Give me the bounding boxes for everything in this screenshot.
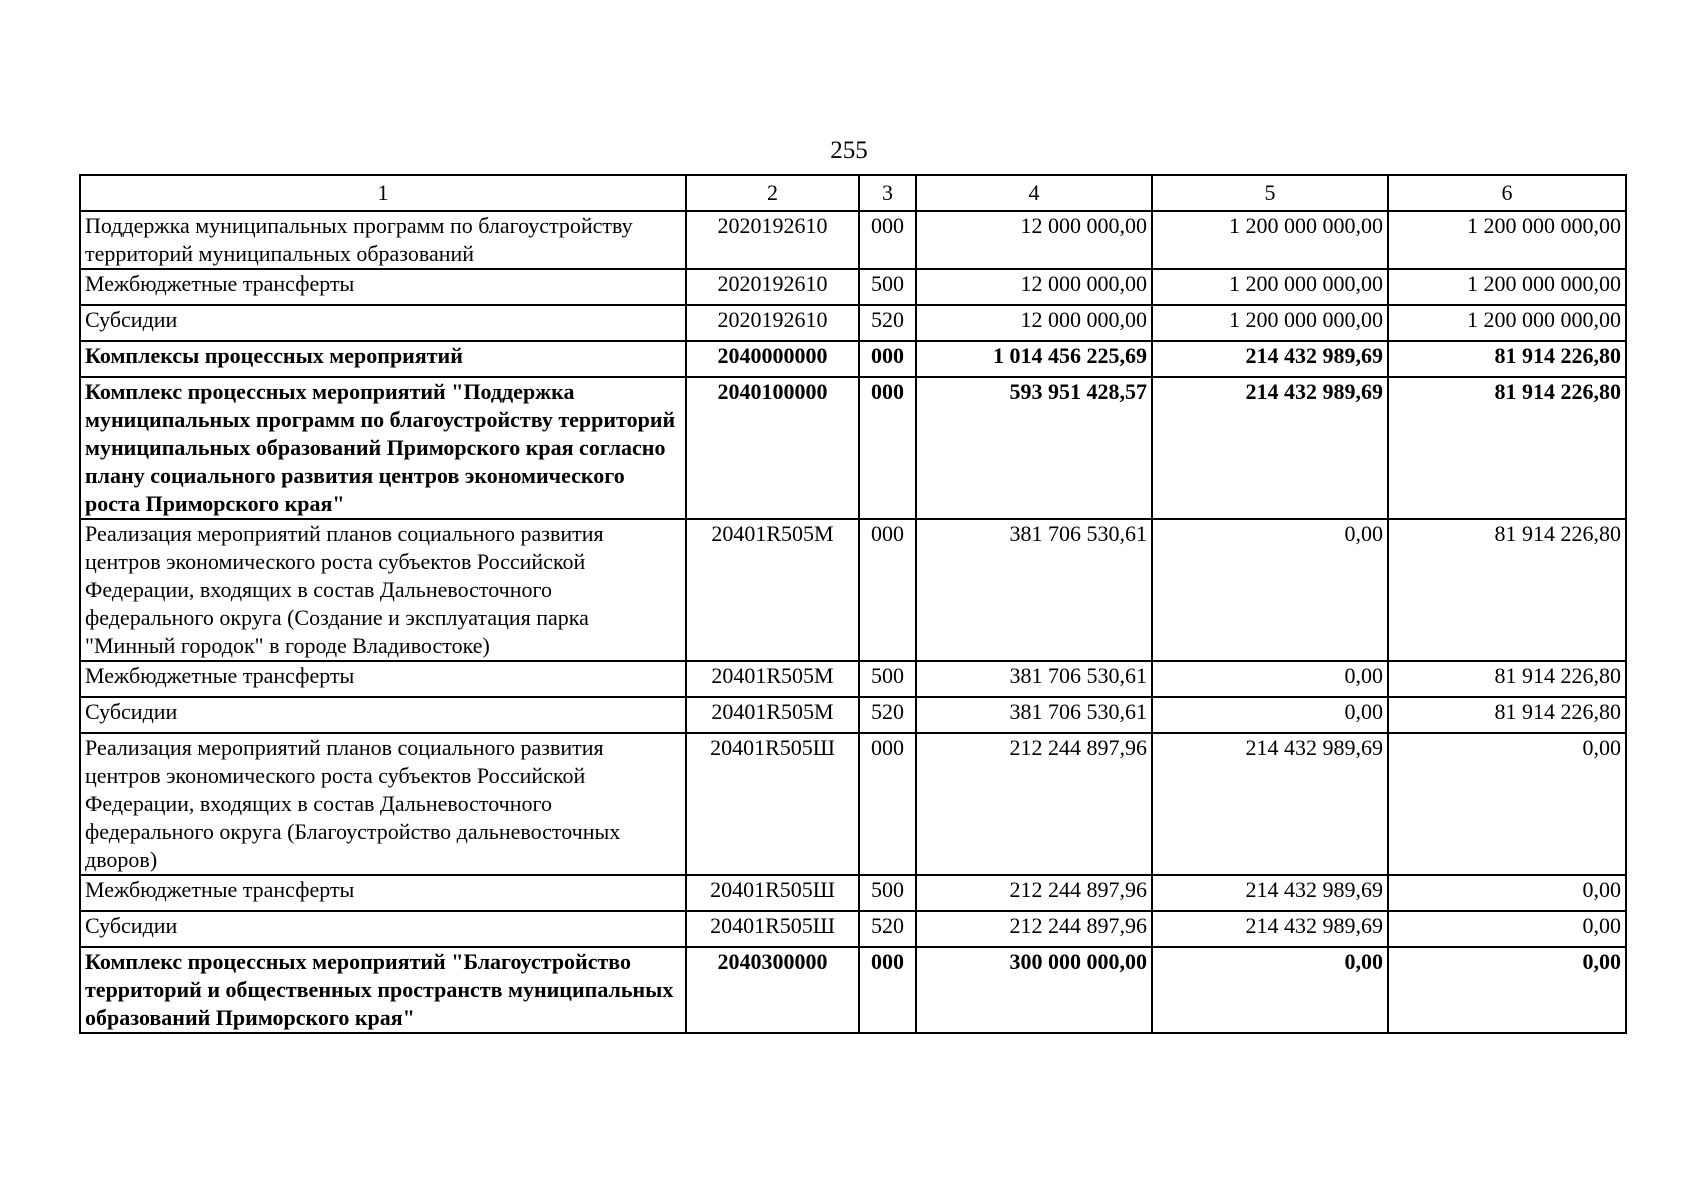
budget-table [79, 174, 1627, 1034]
row-type: 000 [859, 377, 916, 519]
column-header-4: 4 [916, 175, 1152, 211]
row-value-5: 214 432 989,69 [1152, 341, 1388, 377]
table-row [80, 211, 1626, 269]
table-row [80, 697, 1626, 733]
row-code: 2020192610 [686, 305, 859, 341]
row-name: Субсидии [80, 911, 686, 947]
column-header-1: 1 [80, 175, 686, 211]
row-name: Субсидии [80, 697, 686, 733]
row-value-4: 593 951 428,57 [916, 377, 1152, 519]
row-value-6: 81 914 226,80 [1388, 377, 1626, 519]
table-row [80, 519, 1626, 661]
row-code: 20401R505Ш [686, 911, 859, 947]
row-value-5: 214 432 989,69 [1152, 911, 1388, 947]
row-value-6: 81 914 226,80 [1388, 519, 1626, 661]
row-type: 000 [859, 947, 916, 1033]
row-value-4: 12 000 000,00 [916, 305, 1152, 341]
row-type: 500 [859, 269, 916, 305]
row-value-6: 81 914 226,80 [1388, 697, 1626, 733]
row-value-6: 1 200 000 000,00 [1388, 211, 1626, 269]
row-type: 500 [859, 661, 916, 697]
row-code: 2040100000 [686, 377, 859, 519]
row-name: Комплексы процессных мероприятий [80, 341, 686, 377]
row-type: 500 [859, 875, 916, 911]
column-header-2: 2 [686, 175, 859, 211]
row-name: Субсидии [80, 305, 686, 341]
row-code: 20401R505M [686, 519, 859, 661]
row-value-4: 300 000 000,00 [916, 947, 1152, 1033]
row-name: Реализация мероприятий планов социального развития центров экономического роста субъектов Российской Федерации, входящих в состав Дальневосточного федерального округа (Благоустройство дальневосточных дворов) [80, 733, 686, 875]
row-code: 2020192610 [686, 211, 859, 269]
row-value-6: 81 914 226,80 [1388, 341, 1626, 377]
row-name: Комплекс процессных мероприятий "Благоустройство территорий и общественных пространств муниципальных образований Приморского края" [80, 947, 686, 1033]
column-header-6: 6 [1388, 175, 1626, 211]
row-value-4: 212 244 897,96 [916, 875, 1152, 911]
row-type: 000 [859, 211, 916, 269]
table-row [80, 377, 1626, 519]
row-value-6: 1 200 000 000,00 [1388, 305, 1626, 341]
row-value-4: 381 706 530,61 [916, 661, 1152, 697]
row-value-6: 0,00 [1388, 875, 1626, 911]
row-name: Межбюджетные трансферты [80, 661, 686, 697]
row-value-6: 1 200 000 000,00 [1388, 269, 1626, 305]
row-value-5: 0,00 [1152, 661, 1388, 697]
row-value-6: 0,00 [1388, 947, 1626, 1033]
table-row [80, 733, 1626, 875]
row-value-4: 212 244 897,96 [916, 911, 1152, 947]
row-code: 20401R505Ш [686, 875, 859, 911]
row-value-4: 381 706 530,61 [916, 519, 1152, 661]
page-number: 255 [830, 137, 868, 164]
row-value-5: 0,00 [1152, 697, 1388, 733]
row-value-4: 12 000 000,00 [916, 269, 1152, 305]
row-name: Межбюджетные трансферты [80, 875, 686, 911]
row-value-4: 212 244 897,96 [916, 733, 1152, 875]
row-name: Межбюджетные трансферты [80, 269, 686, 305]
table-row [80, 947, 1626, 1033]
row-value-5: 214 432 989,69 [1152, 377, 1388, 519]
row-type: 000 [859, 733, 916, 875]
row-type: 000 [859, 341, 916, 377]
row-type: 520 [859, 697, 916, 733]
row-value-5: 0,00 [1152, 947, 1388, 1033]
row-value-6: 81 914 226,80 [1388, 661, 1626, 697]
table-header-row [80, 175, 1626, 211]
row-value-4: 12 000 000,00 [916, 211, 1152, 269]
row-code: 2020192610 [686, 269, 859, 305]
row-value-4: 1 014 456 225,69 [916, 341, 1152, 377]
row-code: 20401R505M [686, 661, 859, 697]
row-value-5: 1 200 000 000,00 [1152, 269, 1388, 305]
table-row [80, 911, 1626, 947]
row-value-6: 0,00 [1388, 911, 1626, 947]
row-type: 520 [859, 305, 916, 341]
row-value-5: 214 432 989,69 [1152, 875, 1388, 911]
row-value-5: 1 200 000 000,00 [1152, 211, 1388, 269]
row-name: Комплекс процессных мероприятий "Поддержка муниципальных программ по благоустройству территорий муниципальных образований Приморского края согласно плану социального развития центров экономического роста Приморского края" [80, 377, 686, 519]
row-name: Реализация мероприятий планов социального развития центров экономического роста субъектов Российской Федерации, входящих в состав Дальневосточного федерального округа (Создание и эксплуатация парка "Минный городок" в городе Владивостоке) [80, 519, 686, 661]
column-header-3: 3 [859, 175, 916, 211]
table-row [80, 661, 1626, 697]
row-type: 000 [859, 519, 916, 661]
row-value-5: 1 200 000 000,00 [1152, 305, 1388, 341]
row-type: 520 [859, 911, 916, 947]
table-row [80, 269, 1626, 305]
row-code: 20401R505Ш [686, 733, 859, 875]
table-row [80, 875, 1626, 911]
row-code: 20401R505M [686, 697, 859, 733]
column-header-5: 5 [1152, 175, 1388, 211]
row-code: 2040000000 [686, 341, 859, 377]
table-row [80, 305, 1626, 341]
table-row [80, 341, 1626, 377]
row-value-5: 214 432 989,69 [1152, 733, 1388, 875]
row-value-5: 0,00 [1152, 519, 1388, 661]
row-name: Поддержка муниципальных программ по благоустройству территорий муниципальных образований [80, 211, 686, 269]
row-value-6: 0,00 [1388, 733, 1626, 875]
row-value-4: 381 706 530,61 [916, 697, 1152, 733]
row-code: 2040300000 [686, 947, 859, 1033]
